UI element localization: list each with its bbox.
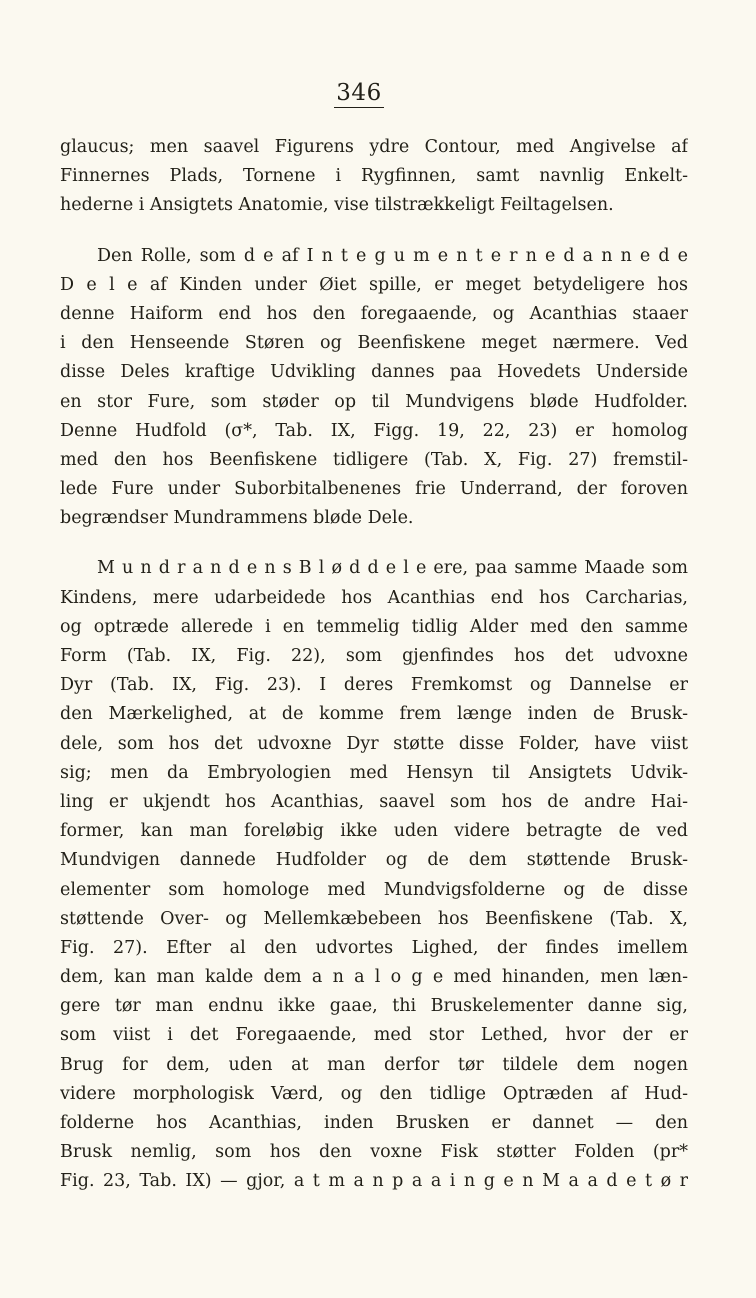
text-line: Mundvigen dannede Hudfolder og de dem støttende Brusk- <box>60 850 688 871</box>
paragraph-gap <box>60 533 688 554</box>
text-line: videre morphologisk Værd, og den tidlige Optræden af Hud- <box>60 1083 688 1104</box>
text-line: gere tør man endnu ikke gaae, thi Bruskelementer danne sig, <box>60 996 688 1017</box>
page-number: 346 <box>334 80 384 108</box>
text-line: og optræde allerede i en temmelig tidlig Alder med den samme <box>60 616 688 637</box>
text-line: den Mærkelighed, at de komme frem længe inden de Brusk- <box>60 704 688 725</box>
text-line: hederne i Ansigtets Anatomie, vise tilstrækkeligt Feiltagelsen. <box>60 195 614 216</box>
text-line: glaucus; men saavel Figurens ydre Contour, med Angivelse af <box>60 137 688 157</box>
text-line: begrændser Mundrammens bløde Dele. <box>60 508 414 529</box>
text-line: dele, som hos det udvoxne Dyr støtte disse Folder, have viist <box>60 733 688 754</box>
text-line: M u n d r a n d e n s B l ø d d e l e ere, paa samme Maade som <box>97 558 688 579</box>
paragraph-3 <box>60 554 688 1196</box>
text-line: som viist i det Foregaaende, med stor Lethed, hvor der er <box>60 1025 688 1046</box>
text-line: Den Rolle, som d e af I n t e g u m e n t e r n e d a n n e d e <box>97 245 688 266</box>
text-line: støttende Over- og Mellemkæbebeen hos Beenfiskene (Tab. X, <box>60 908 688 929</box>
text-line: i den Henseende Støren og Beenfiskene meget nærmere. Ved <box>60 333 688 354</box>
paragraph-gap <box>60 221 688 242</box>
text-line: Denne Hudfold (σ*, Tab. IX, Figg. 19, 22, 23) er homolog <box>60 420 688 441</box>
text-line: denne Haiform end hos den foregaaende, og Acanthias staaer <box>60 303 688 324</box>
text-line: Kindens, mere udarbeidede hos Acanthias end hos Carcharias, <box>60 587 688 608</box>
text-line: Fig. 23, Tab. IX) — gjor, a t m a n p a a i n g e n M a a d e t ø r <box>60 1171 688 1192</box>
text-line: Brusk nemlig, som hos den voxne Fisk støtter Folden (pr* <box>60 1142 688 1163</box>
text-line: Dyr (Tab. IX, Fig. 23). I deres Fremkomst og Dannelse er <box>60 675 688 696</box>
text-line: D e l e af Kinden under Øiet spille, er meget betydeligere hos <box>60 274 688 295</box>
text-line: Finnernes Plads, Tornene i Rygfinnen, samt navnlig Enkelt- <box>60 166 688 187</box>
text-line: Brug for dem, uden at man derfor tør tildele dem nogen <box>60 1054 688 1075</box>
text-line: elementer som homologe med Mundvigsfolderne og de disse <box>60 879 688 900</box>
text-line: disse Deles kraftige Udvikling dannes paa Hovedets Underside <box>60 362 688 383</box>
paragraph-1 <box>60 133 688 221</box>
text-line: dem, kan man kalde dem a n a l o g e med hinanden, men læn- <box>60 967 688 988</box>
text-line: Form (Tab. IX, Fig. 22), som gjenfindes hos det udvoxne <box>60 646 688 666</box>
text-line: folderne hos Acanthias, inden Brusken er dannet — den <box>60 1113 688 1133</box>
text-line: ling er ukjendt hos Acanthias, saavel som hos de andre Hai- <box>60 791 688 812</box>
text-line: lede Fure under Suborbitalbenenes frie Underrand, der foroven <box>60 479 688 500</box>
paragraph-2 <box>60 242 688 534</box>
text-line: Fig. 27). Efter al den udvortes Lighed, der findes imellem <box>60 937 688 958</box>
text-line: med den hos Beenfiskene tidligere (Tab. X, Fig. 27) fremstil- <box>60 449 688 470</box>
text-line: en stor Fure, som støder op til Mundvigens bløde Hudfolder. <box>60 391 688 412</box>
body-text <box>60 133 688 1197</box>
text-line: former, kan man foreløbig ikke uden videre betragte de ved <box>60 821 688 842</box>
text-line: sig; men da Embryologien med Hensyn til Ansigtets Udvik- <box>60 762 688 783</box>
